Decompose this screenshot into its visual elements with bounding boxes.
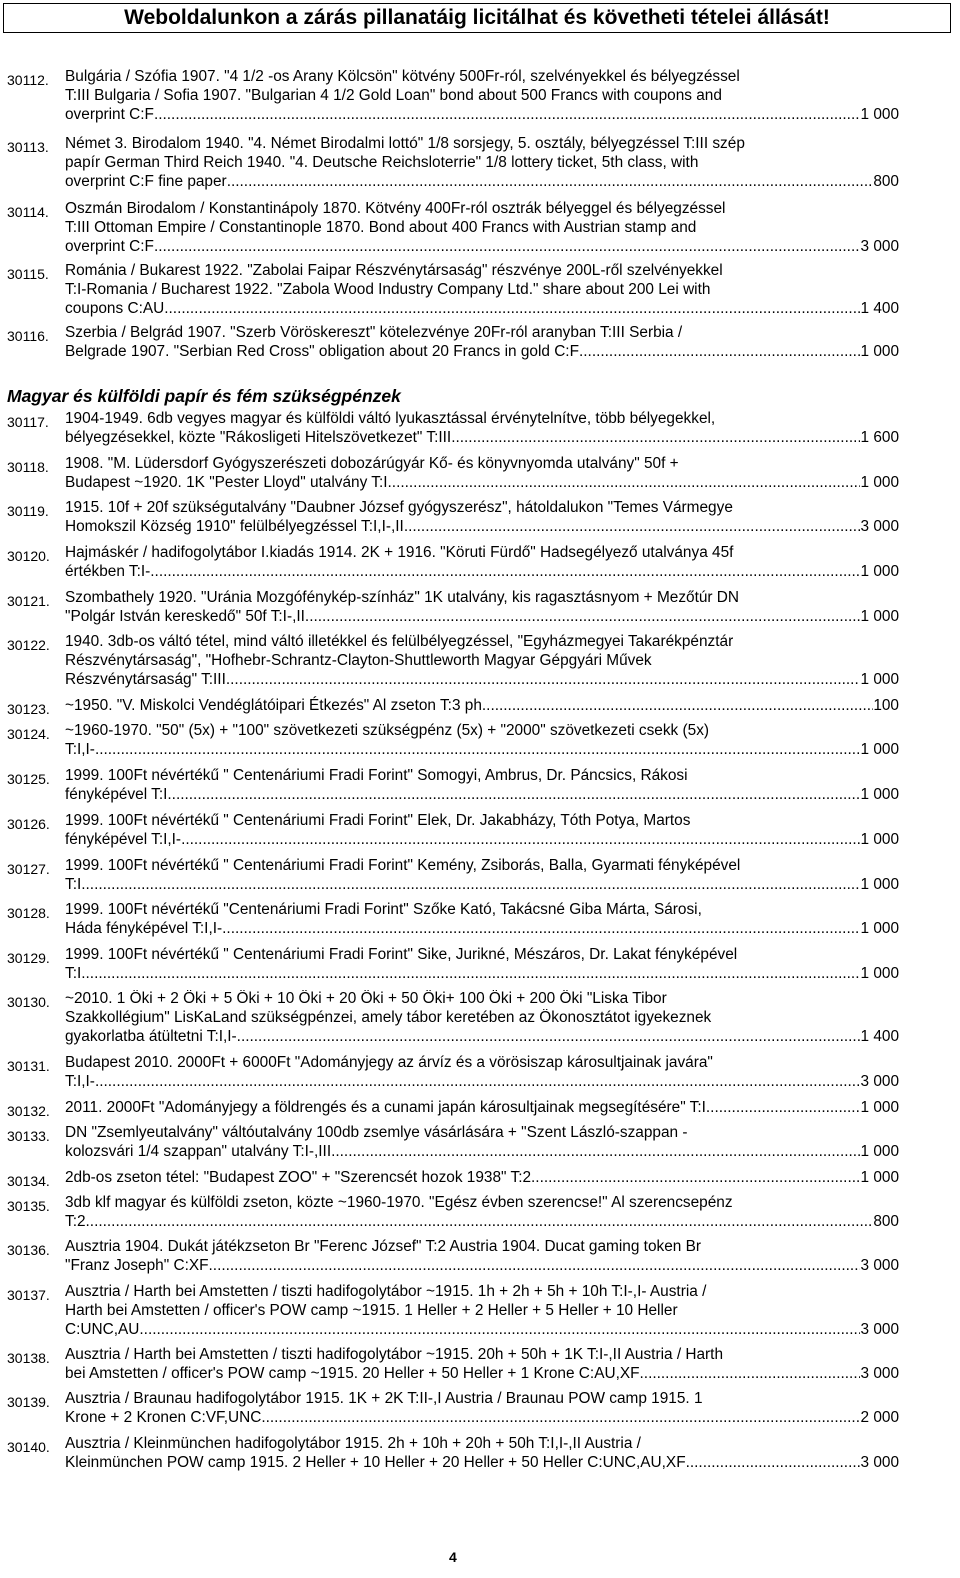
lot-number: 30112. (7, 72, 49, 88)
lot-number: 30135. (7, 1198, 50, 1214)
lot-description-line: 1999. 100Ft névértékű " Centenáriumi Fradi Forint" Elek, Dr. Jakabházy, Tóth Potya, Martos (65, 812, 691, 829)
lot-price: 1 400 (860, 1027, 899, 1045)
lot-description-last-line: T:I,I- (65, 1072, 95, 1090)
lot-price-line (65, 563, 899, 582)
lot-description-line: Ausztria / Kleinmünchen hadifogolytábor 1915. 2h + 10h + 20h + 50h T:I,I-,II Austria / (65, 1435, 641, 1452)
dot-leader (164, 300, 860, 319)
lot-description-last-line: Krone + 2 Kronen C:VF,UNC (65, 1408, 262, 1426)
lot-description-last-line: Kleinmünchen POW camp 1915. 2 Heller + 10 Heller + 20 Heller + 50 Heller C:UNC,AU,XF (65, 1453, 686, 1471)
lot-price-line (65, 1143, 899, 1162)
lot-price-line (65, 1321, 899, 1340)
lot-price: 1 000 (860, 830, 899, 848)
lot-price-line (65, 1257, 899, 1276)
lot-description-line: Ausztria 1904. Dukát játékzseton Br "Ferenc József" T:2 Austria 1904. Ducat gaming token Br (65, 1238, 701, 1255)
lot-number: 30130. (7, 994, 50, 1010)
lot-description-last-line: fényképével T:I (65, 785, 168, 803)
lot-description-last-line: Budapest ~1920. 1K "Pester Lloyd" utalvány T:I (65, 473, 388, 491)
dot-leader (226, 671, 861, 690)
lot-description-line: ~1960-1970. "50" (5x) + "100" szövetkezeti szükségpénz (5x) + "2000" szövetkezeti csekk (5x) (65, 722, 710, 739)
lot-description-line: Ausztria / Braunau hadifogolytábor 1915. 1K + 2K T:II-,I Austria / Braunau POW camp 1915. 1 (65, 1390, 703, 1407)
lot-description-line: T:I-Romania / Bucharest 1922. "Zabola Wood Industry Company Ltd." share about 200 Lei with (65, 280, 711, 298)
lot-description-last-line: Háda fényképével T:I,I- (65, 919, 223, 937)
lot-price: 800 (873, 1212, 899, 1230)
lot-description-line: 3db klf magyar és külföldi zseton, közte ~1960-1970. "Egész évben szerencse!" Al szerencsepénz (65, 1194, 733, 1211)
lot-description-line: Ausztria / Harth bei Amstetten / tiszti hadifogolytábor ~1915. 1h + 2h + 5h + 10h T:I-,I- Austria / (65, 1283, 707, 1300)
lot-description-line: papír German Third Reich 1940. "4. Deutsche Reichsloterrie" 1/8 lottery ticket, 5th class, with (65, 153, 699, 171)
lot-price-line (65, 343, 899, 362)
lot-number: 30140. (7, 1439, 50, 1455)
lot-number: 30137. (7, 1287, 50, 1303)
lot-price-line (65, 1365, 899, 1384)
lot-price: 1 000 (860, 342, 899, 360)
dot-leader (139, 1321, 860, 1340)
lot-price: 1 000 (860, 1099, 899, 1116)
lot-description (65, 901, 899, 939)
lot-description-line: ~2010. 1 Öki + 2 Öki + 5 Öki + 10 Öki + 20 Öki + 50 Öki+ 100 Öki + 200 Öki "Liska Tibor (65, 990, 667, 1007)
lot-price: 3 000 (860, 237, 899, 255)
dot-leader (640, 1365, 861, 1384)
lot-description (65, 1099, 899, 1118)
lot-price-line (65, 831, 899, 850)
lot-description (65, 1283, 899, 1339)
lot-description-line: 1915. 10f + 20f szükségutalvány "Daubner József gyógyszerész", hátoldalukon "Temes Vármegye (65, 499, 733, 516)
dot-leader (331, 1143, 860, 1162)
lot-description-last-line: bélyegzésekkel, közte "Rákosligeti Hitelszövetkezet" T:III (65, 428, 452, 446)
lot-description-line: 1999. 100Ft névértékű " Centenáriumi Fradi Forint" Kemény, Zsiborás, Balla, Gyarmati fényképével (65, 857, 741, 874)
lot-description-last-line: T:I,I- (65, 740, 95, 758)
lot-description-last-line: 2011. 2000Ft "Adományjegy a földrengés és a cunami japán károsultjainak megsegítésére" T:I (65, 1099, 706, 1116)
lot-price: 1 000 (860, 875, 899, 893)
lot-price: 3 000 (860, 1072, 899, 1090)
lot-number: 30113. (7, 139, 49, 155)
lot-price-line (65, 697, 899, 716)
lot-description (65, 1169, 899, 1188)
lot-number: 30127. (7, 861, 50, 877)
dot-leader (404, 518, 861, 537)
lot-price-line (65, 965, 899, 984)
page-banner (3, 3, 951, 33)
lot-price-line (65, 1409, 899, 1428)
lot-number: 30114. (7, 204, 49, 220)
lot-price-line (65, 518, 899, 537)
lot-number: 30129. (7, 950, 50, 966)
dot-leader (579, 343, 860, 362)
lot-price-line (65, 173, 899, 192)
lot-price-line (65, 1169, 899, 1188)
lot-price-line (65, 786, 899, 805)
lot-price: 1 000 (860, 740, 899, 758)
lot-price: 2 000 (860, 1408, 899, 1426)
dot-leader (95, 741, 861, 760)
lot-description (65, 1390, 899, 1428)
lot-description-last-line: fényképével T:I,I- (65, 830, 182, 848)
dot-leader (209, 1257, 861, 1276)
lot-description-last-line: "Polgár István kereskedő" 50f T:I-,II (65, 607, 305, 625)
lot-description-line: Német 3. Birodalom 1940. "4. Német Birodalmi lottó" 1/8 sorsjegy, 5. osztály, bélyegzéssel T:III szép (65, 135, 745, 152)
lot-description-line: Hajmáskér / hadifogolytábor I.kiadás 1914. 2K + 1916. "Köruti Fürdő" Hadsegélyező utalványa 45f (65, 544, 734, 561)
lot-description-line: Ausztria / Harth bei Amstetten / tiszti hadifogolytábor ~1915. 20h + 50h + 1K T:I-,II Austria / Harth (65, 1346, 724, 1363)
dot-leader (686, 1454, 861, 1473)
page-number: 4 (449, 1549, 457, 1565)
dot-leader (86, 1213, 874, 1232)
dot-leader (227, 173, 874, 192)
lot-description-line: Szakkollégium" LisKaLand szükségpénzei, amely tábor keretében az Ökonosztátot igyekeznek (65, 1008, 712, 1026)
lot-description-line: Bulgária / Szófia 1907. "4 1/2 -os Arany Kölcsön" kötvény 500Fr-ról, szelvényekkel és bélyegzéssel (65, 68, 740, 85)
lot-description (65, 1435, 899, 1473)
lot-number: 30116. (7, 328, 49, 344)
lot-description (65, 324, 899, 362)
lot-description-last-line: T:2 (65, 1212, 86, 1230)
lot-price-line (65, 429, 899, 448)
lot-description-line: T:III Bulgaria / Sofia 1907. "Bulgarian 4 1/2 Gold Loan" bond about 500 Francs with coupons and (65, 86, 722, 104)
lot-description-last-line: C:UNC,AU (65, 1320, 140, 1338)
lot-description-line: Szombathely 1920. "Uránia Mozgófénykép-színház" 1K utalvány, kis ragasztásnyom + Mezőtúr DN (65, 589, 740, 606)
lot-description (65, 990, 899, 1046)
lot-description-line: Szerbia / Belgrád 1907. "Szerb Vöröskereszt" kötelezvénye 20Fr-ról aranyban T:III Serbia / (65, 324, 683, 341)
lot-description-line: DN "Zsemlyeutalvány" váltóutalvány 100db zsemlye vásárlására + "Szent László-szappan - (65, 1124, 688, 1141)
dot-leader (482, 697, 873, 716)
dot-leader (167, 786, 860, 805)
lot-price: 3 000 (860, 517, 899, 535)
lot-number: 30133. (7, 1128, 50, 1144)
lot-description (65, 857, 899, 895)
lot-description-line: Részvénytársaság", "Hofhebr-Schrantz-Clayton-Shuttleworth Magyar Gépgyári Művek (65, 651, 652, 669)
dot-leader (154, 238, 861, 257)
lot-price: 1 400 (860, 299, 899, 317)
lot-description-line: Budapest 2010. 2000Ft + 6000Ft "Adományjegy az árvíz és a vörösiszap károsultjainak javára" (65, 1054, 713, 1071)
lot-description (65, 767, 899, 805)
lot-price-line (65, 1213, 899, 1232)
lot-number: 30134. (7, 1173, 50, 1189)
lot-description (65, 68, 899, 124)
lot-number: 30115. (7, 266, 49, 282)
lot-price-line (65, 608, 899, 627)
lot-description-line: 1904-1949. 6db vegyes magyar és külföldi váltó lyukasztással érvénytelnítve, több bélyegekkel, (65, 410, 716, 427)
lot-number: 30120. (7, 548, 50, 564)
dot-leader (261, 1409, 860, 1428)
lot-price: 3 000 (860, 1453, 899, 1471)
lot-description-line: Románia / Bukarest 1922. "Zabolai Faipar Részvénytársaság" részvénye 200L-ről szelvényekkel (65, 262, 723, 279)
lot-description-last-line: overprint C:F fine paper (65, 172, 227, 190)
lot-description-line: Oszmán Birodalom / Konstantinápoly 1870. Kötvény 400Fr-ról osztrák bélyeggel és bélyegzéssel (65, 200, 726, 217)
dot-leader (81, 876, 860, 895)
lot-description-last-line: Belgrade 1907. "Serbian Red Cross" obligation about 20 Francs in gold C:F (65, 342, 579, 360)
lot-number: 30126. (7, 816, 50, 832)
dot-leader (237, 1028, 861, 1047)
lot-description (65, 499, 899, 537)
lot-description-last-line: Homokszil Község 1910" felülbélyegzéssel T:I,I-,II (65, 517, 404, 535)
lot-price: 1 000 (860, 964, 899, 982)
lot-price: 1 000 (860, 105, 899, 123)
lot-price-line (65, 1454, 899, 1473)
lot-price: 1 000 (860, 785, 899, 803)
lot-number: 30118. (7, 459, 49, 475)
dot-leader (451, 429, 860, 448)
dot-leader (150, 563, 860, 582)
lot-price: 3 000 (860, 1320, 899, 1338)
dot-leader (305, 608, 861, 627)
lot-description-last-line: ~1950. "V. Miskolci Vendéglátóipari Étkezés" Al zseton T:3 ph (65, 697, 482, 714)
lot-description-last-line: gyakorlatba átültetni T:I,I- (65, 1027, 237, 1045)
lot-number: 30124. (7, 726, 50, 742)
lot-number: 30119. (7, 503, 49, 519)
lot-description-line: 1908. "M. Lüdersdorf Gyógyszerészeti dobozárúgyár Kő- és könyvnyomda utalvány" 50f + (65, 455, 679, 472)
dot-leader (81, 965, 860, 984)
dot-leader (95, 1073, 861, 1092)
lot-price: 1 000 (860, 1142, 899, 1160)
lot-number: 30125. (7, 771, 50, 787)
lot-number: 30131. (7, 1058, 50, 1074)
lot-price: 1 000 (860, 670, 899, 688)
lot-description-line: 1940. 3db-os váltó tétel, mind váltó illetékkel és felülbélyegzéssel, "Egyházmegyei Takarékpénztár (65, 633, 734, 650)
lot-price-line (65, 106, 899, 125)
lot-price: 100 (873, 697, 899, 714)
lot-price-line (65, 741, 899, 760)
lot-description-last-line: T:I (65, 875, 82, 893)
lot-description-last-line: coupons C:AU (65, 299, 165, 317)
lot-price-line (65, 920, 899, 939)
lot-description (65, 544, 899, 582)
lot-number: 30121. (7, 593, 50, 609)
dot-leader (388, 474, 861, 493)
lot-price: 1 000 (860, 473, 899, 491)
lot-description-last-line: értékben T:I- (65, 562, 151, 580)
lot-description-last-line: overprint C:F (65, 105, 154, 123)
dot-leader (222, 920, 860, 939)
lot-description (65, 1124, 899, 1162)
lot-price-line (65, 671, 899, 690)
lot-number: 30136. (7, 1242, 50, 1258)
lot-price-line (65, 300, 899, 319)
lot-description (65, 722, 899, 760)
lot-number: 30122. (7, 637, 50, 653)
lot-price: 1 000 (860, 1169, 899, 1186)
lot-description-line: 1999. 100Ft névértékű "Centenáriumi Fradi Forint" Szőke Kató, Takácsné Giba Márta, Sárosi, (65, 901, 702, 918)
lot-description (65, 1346, 899, 1384)
lot-price: 3 000 (860, 1256, 899, 1274)
lot-description-last-line: Részvénytársaság" T:III (65, 670, 226, 688)
lot-description-last-line: T:I (65, 964, 82, 982)
lot-description-last-line: kolozsvári 1/4 szappan" utalvány T:I-,III (65, 1142, 332, 1160)
dot-leader (706, 1099, 861, 1118)
banner-title: Weboldalunkon a zárás pillanatáig licitálhat és követheti tételei állását! (124, 6, 830, 29)
dot-leader (531, 1169, 860, 1188)
lot-price-line (65, 474, 899, 493)
lot-description-line: 1999. 100Ft névértékű " Centenáriumi Fradi Forint" Somogyi, Ambrus, Dr. Páncsics, Rákosi (65, 767, 688, 784)
lot-number: 30128. (7, 905, 50, 921)
lot-description-line: T:III Ottoman Empire / Constantinople 1870. Bond about 400 Francs with Austrian stamp and (65, 218, 697, 236)
lot-price: 1 000 (860, 562, 899, 580)
lot-description (65, 589, 899, 627)
lot-description-line: Harth bei Amstetten / officer's POW camp ~1915. 1 Heller + 2 Heller + 5 Heller + 10 Heller (65, 1301, 678, 1319)
lot-price-line (65, 238, 899, 257)
lot-description (65, 1194, 899, 1232)
lot-number: 30117. (7, 414, 49, 430)
lot-description (65, 697, 899, 716)
lot-price-line (65, 876, 899, 895)
lot-description (65, 262, 899, 318)
lot-description-line: 1999. 100Ft névértékű " Centenáriumi Fradi Forint" Sike, Jurikné, Mészáros, Dr. Lakat fényképével (65, 946, 738, 963)
lot-description (65, 200, 899, 256)
dot-leader (181, 831, 860, 850)
dot-leader (154, 106, 861, 125)
lot-description-last-line: 2db-os zseton tétel: "Budapest ZOO" + "Szerencsét hozok 1938" T:2 (65, 1169, 532, 1186)
lot-price-line (65, 1073, 899, 1092)
lot-description (65, 812, 899, 850)
lot-description (65, 633, 899, 689)
lot-description (65, 1238, 899, 1276)
lot-description (65, 946, 899, 984)
lot-number: 30132. (7, 1103, 50, 1119)
lot-price-line (65, 1099, 899, 1118)
lot-description-last-line: "Franz Joseph" C:XF (65, 1256, 209, 1274)
lot-price: 3 000 (860, 1364, 899, 1382)
lot-description (65, 410, 899, 448)
lot-description (65, 135, 899, 191)
lot-price: 1 000 (860, 919, 899, 937)
lot-number: 30123. (7, 701, 50, 717)
lot-price-line (65, 1028, 899, 1047)
lot-price: 1 600 (860, 428, 899, 446)
lot-description (65, 455, 899, 493)
lot-description-last-line: overprint C:F (65, 237, 154, 255)
lot-description-last-line: bei Amstetten / officer's POW camp ~1915. 20 Heller + 50 Heller + 1 Krone C:AU,XF (65, 1364, 640, 1382)
lot-number: 30139. (7, 1394, 50, 1410)
lot-description (65, 1054, 899, 1092)
lot-number: 30138. (7, 1350, 50, 1366)
lot-price: 1 000 (860, 607, 899, 625)
section-title: Magyar és külföldi papír és fém szükségpénzek (7, 386, 401, 406)
lot-price: 800 (873, 172, 899, 190)
